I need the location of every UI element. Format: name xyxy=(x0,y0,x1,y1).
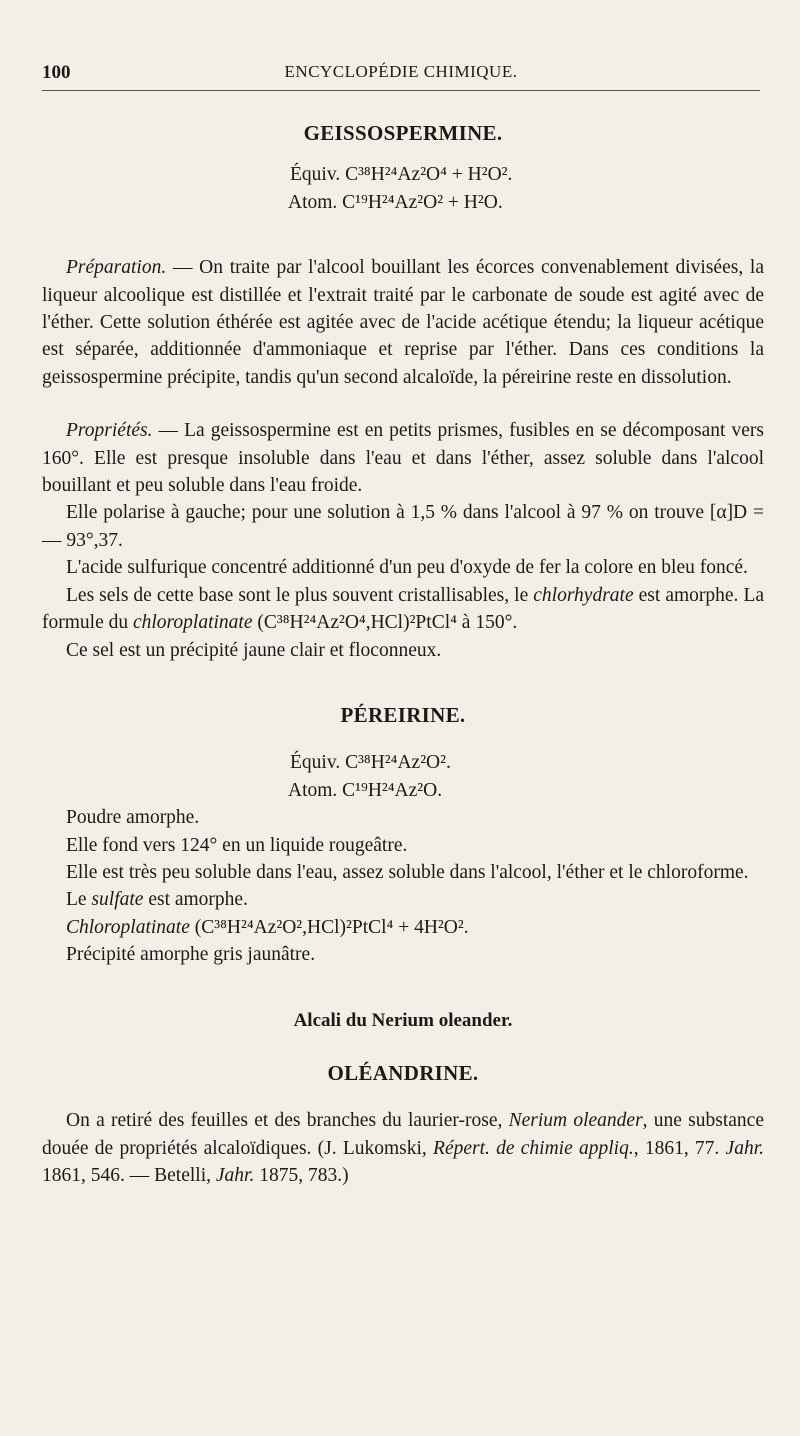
pereirine-equiv-label: Équiv. xyxy=(290,752,341,774)
header-rule xyxy=(42,90,760,91)
pereirine-line-2: Elle fond vers 124° en un liquide rougeâtre. xyxy=(66,834,408,856)
oleandrine-paragraph xyxy=(42,1107,764,1189)
equiv-formula-line xyxy=(42,161,764,188)
library-stamp-mark xyxy=(4,80,30,300)
pereirine-line-6: Précipité amorphe gris jaunâtre. xyxy=(66,944,316,966)
repert-reference: Répert. de chimie appliq. xyxy=(433,1137,634,1159)
pereirine-atom-label: Atom. xyxy=(288,779,338,801)
properties-text: — La geissospermine est en petits prismes, fusibles en se décomposant vers 160°. Elle est presque insoluble dans l'eau et dans l'éther, assez soluble dans l'alcool bouillant et peu soluble dans l'eau froide. xyxy=(42,420,764,497)
equiv-formula: C³⁸H²⁴Az²O⁴ + H²O². xyxy=(345,164,513,186)
atom-label: Atom. xyxy=(288,191,338,213)
sulfate-post: est amorphe. xyxy=(143,889,248,911)
jahr-reference-2: Jahr. xyxy=(215,1165,255,1187)
chlorhydrate-term: chlorhydrate xyxy=(533,584,634,606)
pereirine-equiv-formula: C³⁸H²⁴Az²O². xyxy=(345,752,451,774)
oleandrine-text-1: On a retiré des feuilles et des branches du laurier-rose, xyxy=(66,1110,509,1132)
pereirine-line-4 xyxy=(42,886,764,913)
preparation-label: Préparation. xyxy=(66,257,167,279)
properties-paragraph xyxy=(42,417,764,499)
oleandrine-text-4: 1861, 546. — Betelli, xyxy=(42,1165,216,1187)
sulfate-term: sulfate xyxy=(91,889,144,911)
pereirine-equiv-line xyxy=(42,749,764,776)
acid-reaction-paragraph: L'acide sulfurique concentré additionné d'un peu d'oxyde de fer la colore en bleu foncé. xyxy=(66,557,748,579)
pereirine-line-5 xyxy=(42,914,764,941)
pereirine-line-3: Elle est très peu soluble dans l'eau, assez soluble dans l'alcool, l'éther et le chloroforme. xyxy=(66,861,749,883)
oleandrine-text-5: 1875, 783.) xyxy=(254,1165,349,1187)
atom-formula: C¹⁹H²⁴Az²O² + H²O. xyxy=(342,191,503,213)
oleandrine-text-2: , une substance douée de propriétés alcaloïdiques. (J. Lukomski, xyxy=(42,1110,764,1159)
oleandrine-text-3: , 1861, 77. xyxy=(633,1137,726,1159)
preparation-paragraph xyxy=(42,254,764,391)
nerium-term: Nerium oleander xyxy=(508,1110,643,1132)
pereirine-atom-line xyxy=(42,777,764,804)
properties-label: Propriétés. xyxy=(66,420,153,442)
pereirine-line-1: Poudre amorphe. xyxy=(66,807,200,829)
jahr-reference-1: Jahr. xyxy=(725,1137,765,1159)
precipitate-paragraph: Ce sel est un précipité jaune clair et floconneux. xyxy=(66,639,442,661)
chloroplatinate-label: Chloroplatinate xyxy=(66,916,190,938)
page-header xyxy=(42,62,760,88)
polarisation-paragraph: Elle polarise à gauche; pour une solution à 1,5 % dans l'alcool à 97 % on trouve [α]D = — 93°,37. xyxy=(42,502,764,551)
salts-text-1: Les sels de cette base sont le plus souvent cristallisables, le xyxy=(66,584,534,606)
chloroplatinate-formula: (C³⁸H²⁴Az²O²,HCl)²PtCl⁴ + 4H²O². xyxy=(189,916,469,938)
section-title-oleandrine: OLÉANDRINE. xyxy=(327,1060,479,1085)
salts-text-3: (C³⁸H²⁴Az²O⁴,HCl)²PtCl⁴ à 150°. xyxy=(252,612,518,634)
nerium-heading: Alcali du Nerium oleander. xyxy=(293,1009,513,1031)
atom-formula-line xyxy=(42,189,764,216)
pereirine-atom-formula: C¹⁹H²⁴Az²O. xyxy=(342,779,443,801)
preparation-text: — On traite par l'alcool bouillant les écorces convenablement divisées, la liqueur alcoolique est distillée et l'extrait traité par le carbonate de soude est agité avec de l'éther. Cette solution éthérée est agitée avec de l'acide acétique étendu; la liqueur acétique est séparée, additionnée d'ammoniaque et reprise par l'éther. Dans ces conditions la geissospermine précipite, tandis qu'un second alcaloïde, la péreirine reste en dissolution. xyxy=(42,257,764,388)
section-title-geissospermine: GEISSOSPERMINE. xyxy=(303,121,503,145)
salts-paragraph xyxy=(42,582,764,637)
page-body xyxy=(42,100,764,1190)
page-number: 100 xyxy=(42,62,71,83)
section-title-pereirine: PÉREIRINE. xyxy=(340,702,466,727)
chloroplatinate-term: chloroplatinate xyxy=(132,612,253,634)
sulfate-pre: Le xyxy=(66,889,92,911)
salts-text-2: est amorphe. La formule du xyxy=(42,584,765,634)
running-title: ENCYCLOPÉDIE CHIMIQUE. xyxy=(284,62,518,81)
equiv-label: Équiv. xyxy=(290,164,341,186)
